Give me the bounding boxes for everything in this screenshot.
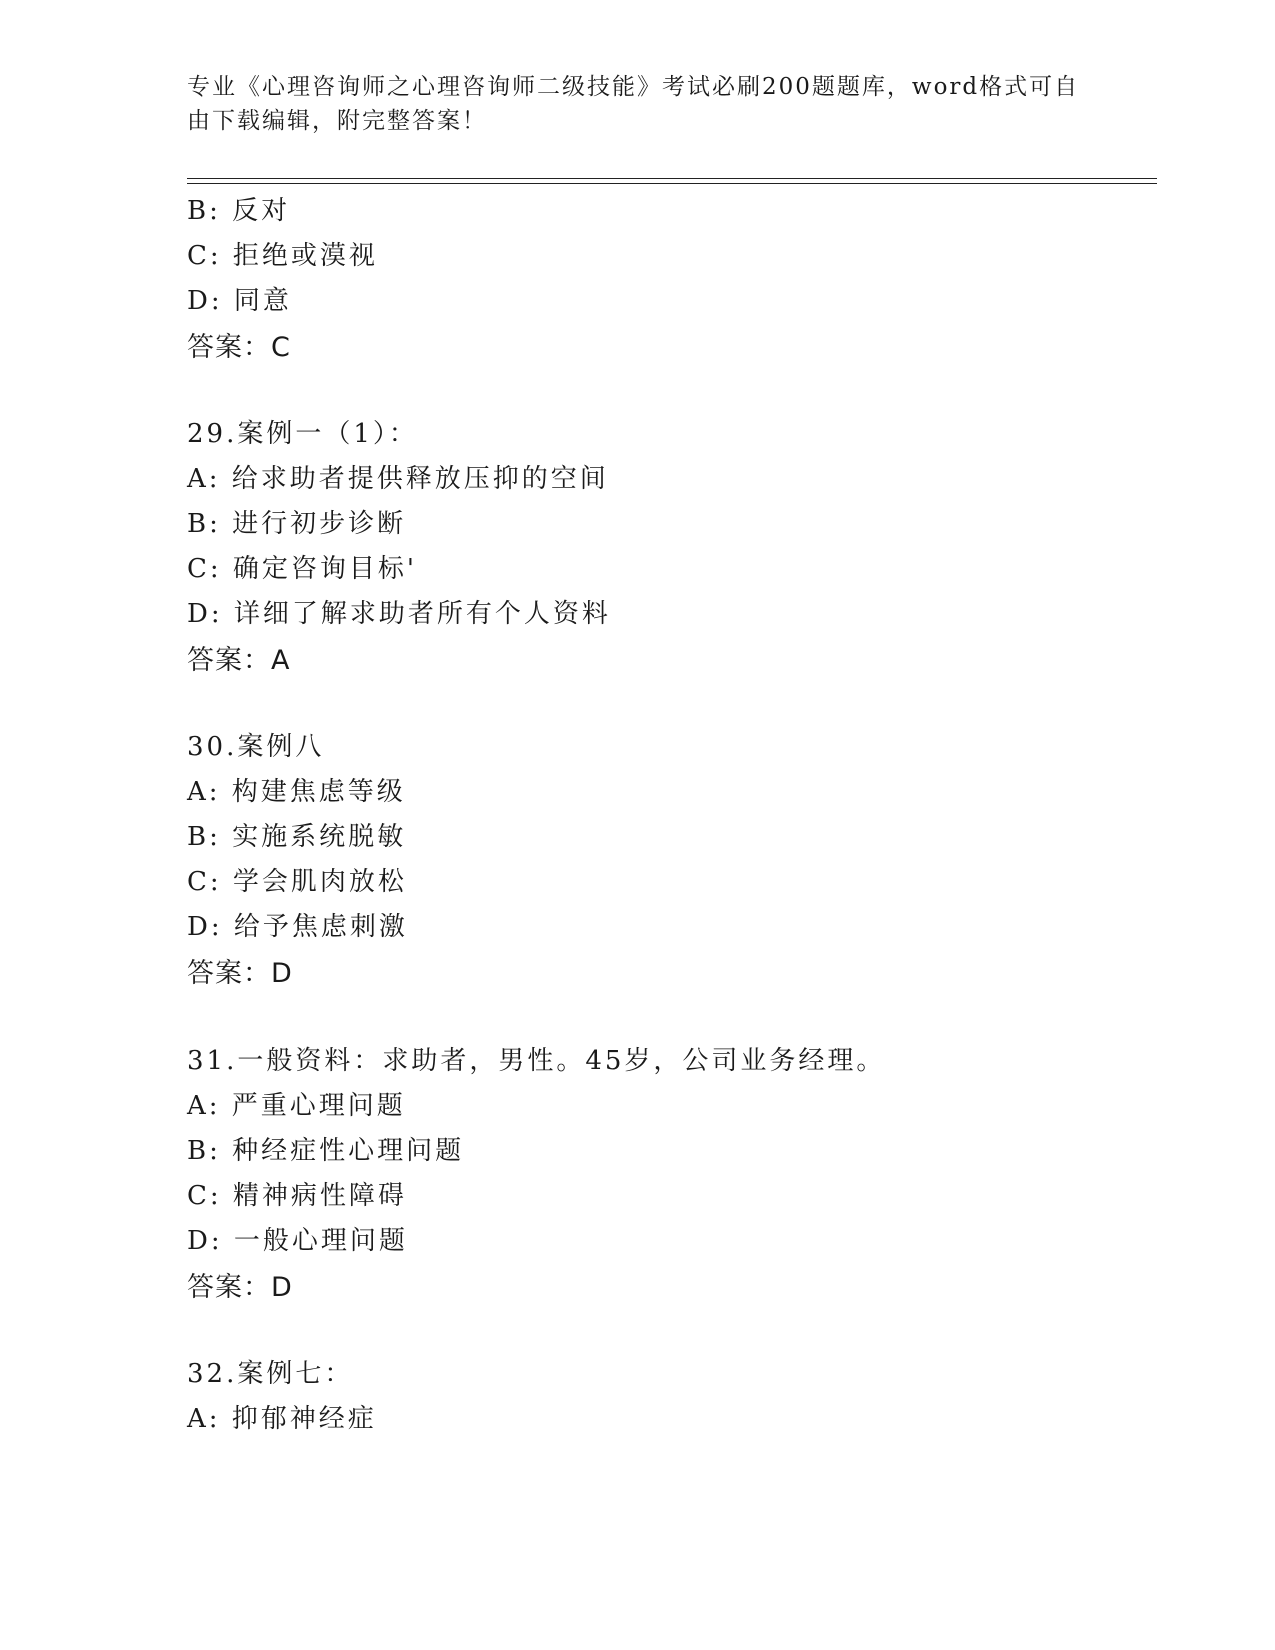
option-a: A: 构建焦虑等级 <box>187 777 406 807</box>
option-b: B: 种经症性心理问题 <box>187 1136 465 1166</box>
question-29: 29.案例一（1）： <box>187 419 418 449</box>
option-b: B: 进行初步诊断 <box>187 509 407 539</box>
option-c: C: 拒绝或漠视 <box>187 241 378 271</box>
option-a: A: 严重心理问题 <box>187 1091 406 1121</box>
answer: 答案：C <box>187 332 291 363</box>
header-line-2: 由下载编辑，附完整答案！ <box>187 108 487 134</box>
option-c: C: 确定咨询目标' <box>187 554 418 584</box>
option-b: B: 反对 <box>187 196 291 226</box>
option-a: A: 抑郁神经症 <box>187 1404 377 1434</box>
header-divider-top <box>187 178 1157 179</box>
option-d: D: 给予焦虑刺激 <box>187 912 408 942</box>
document-header <box>187 70 1080 138</box>
question-31: 31.一般资料：求助者，男性。45岁，公司业务经理。 <box>187 1046 886 1076</box>
option-d: D: 详细了解求助者所有个人资料 <box>187 599 611 629</box>
option-b: B: 实施系统脱敏 <box>187 822 407 852</box>
option-a: A: 给求助者提供释放压抑的空间 <box>187 464 609 494</box>
answer: 答案：D <box>187 1272 293 1303</box>
question-30: 30.案例八 <box>187 732 325 762</box>
option-d: D: 同意 <box>187 286 292 316</box>
option-d: D: 一般心理问题 <box>187 1226 408 1256</box>
header-divider-bottom <box>187 183 1157 184</box>
header-line-1: 专业《心理咨询师之心理咨询师二级技能》考试必刷200题题库，word格式可自 <box>187 74 1080 100</box>
answer: 答案：D <box>187 958 293 989</box>
question-32: 32.案例七： <box>187 1359 354 1389</box>
option-c: C: 学会肌肉放松 <box>187 867 407 897</box>
answer: 答案：A <box>187 645 291 676</box>
option-c: C: 精神病性障碍 <box>187 1181 407 1211</box>
